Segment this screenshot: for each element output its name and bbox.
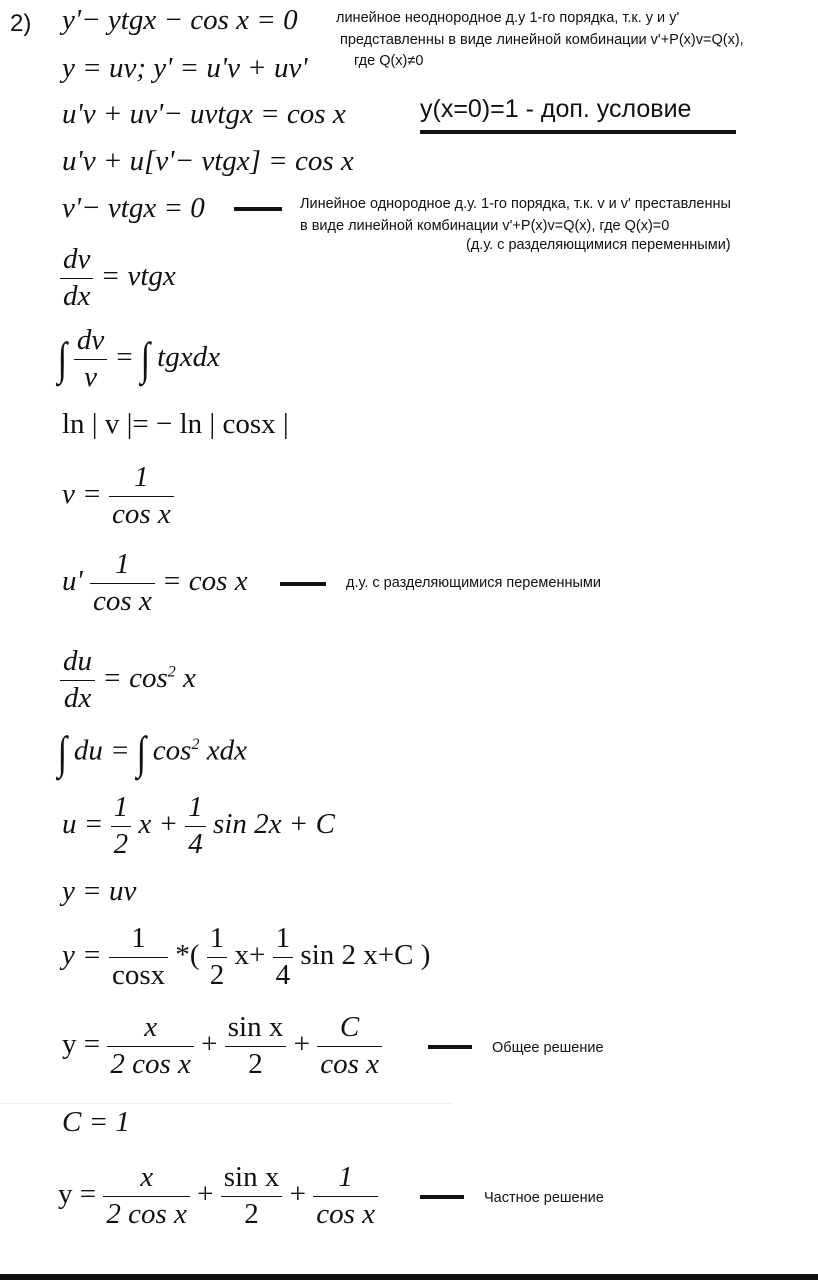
equation-14: y = uv bbox=[62, 875, 137, 907]
fraction-dv-dx: $\frac{dv}{dx}$ bbox=[60, 244, 93, 313]
equation-5: v'− vtgx = 0 bbox=[62, 192, 205, 224]
note-general-solution: Общее решение bbox=[492, 1040, 604, 1056]
note-3: д.у. с разделяющимися переменными bbox=[346, 575, 601, 591]
faint-separator bbox=[0, 1103, 452, 1104]
equation-16-general-solution: y = $\frac{x}{\text{2 cos x}}$ + $\frac{\text{sin x}}{2}$ + $\frac{C}{\text{cos x}}$ bbox=[62, 1012, 382, 1081]
equation-17: C = 1 bbox=[62, 1106, 130, 1138]
note-2-line-1: Линейное однородное д.у. 1-го порядка, т.к. v и v' преставленны bbox=[300, 196, 731, 212]
condition-underline bbox=[420, 130, 736, 134]
equation-7: ∫ $\frac{dv}{v}$ = ∫ tgxdx bbox=[57, 324, 220, 393]
equation-3: u'v + uv'− uvtgx = cos x bbox=[62, 98, 346, 130]
equation-10: u' $\frac{1}{\text{cos x}}$ = cos x bbox=[62, 548, 248, 617]
dash-4 bbox=[420, 1195, 464, 1199]
equation-18-particular-solution: y = $\frac{x}{\text{2 cos x}}$ + $\frac{\text{sin x}}{2}$ + $\frac{1}{\text{cos x}}$ bbox=[58, 1162, 378, 1231]
equation-9: v = $\frac{1}{\text{cos x}}$ bbox=[62, 462, 174, 531]
note-particular-solution: Частное решение bbox=[484, 1190, 604, 1206]
initial-condition: y(x=0)=1 - доп. условие bbox=[420, 95, 692, 123]
note-1-line-3: где Q(x)≠0 bbox=[354, 53, 424, 69]
equation-12: ∫ du = ∫ $\cos^2$ xdx bbox=[57, 727, 247, 778]
note-2-line-2: в виде линейной комбинации v'+P(x)v=Q(x), где Q(x)=0 bbox=[300, 218, 670, 234]
note-1-line-1: линейное неоднородное д.у 1-го порядка, т.к. у и у' bbox=[336, 10, 680, 26]
equation-13: u = $\frac{1}{2}$ x + $\frac{1}{4}$ sin 2x + C bbox=[62, 791, 335, 860]
note-1-line-2: представленны в виде линейной комбинации v'+P(x)v=Q(x), bbox=[340, 32, 744, 48]
note-2-line-3: (д.у. с разделяющимися переменными) bbox=[466, 237, 731, 253]
equation-4: u'v + u[v'− vtgx] = cos x bbox=[62, 145, 354, 177]
equation-15: y = $\frac{1}{\cos x}$ *( $\frac{1}{2}$ x+ $\frac{1}{4}$ sin 2 x+C ) bbox=[62, 922, 431, 991]
bottom-border bbox=[0, 1274, 818, 1280]
dash-1 bbox=[234, 207, 282, 211]
dash-2 bbox=[280, 582, 326, 586]
equation-6: $\frac{dv}{dx}$ = vtgx bbox=[60, 244, 176, 313]
equation-8: ln | v |= − ln | cosx | bbox=[62, 408, 289, 440]
problem-number: 2) bbox=[10, 10, 32, 37]
equation-1: y'− ytgx − cos x = 0 bbox=[62, 4, 298, 36]
dash-3 bbox=[428, 1045, 472, 1049]
equation-2: y = uv; y' = u'v + uv' bbox=[62, 52, 308, 84]
equation-11: $\frac{du}{dx}$ = $\cos^2 x$ bbox=[60, 646, 196, 715]
